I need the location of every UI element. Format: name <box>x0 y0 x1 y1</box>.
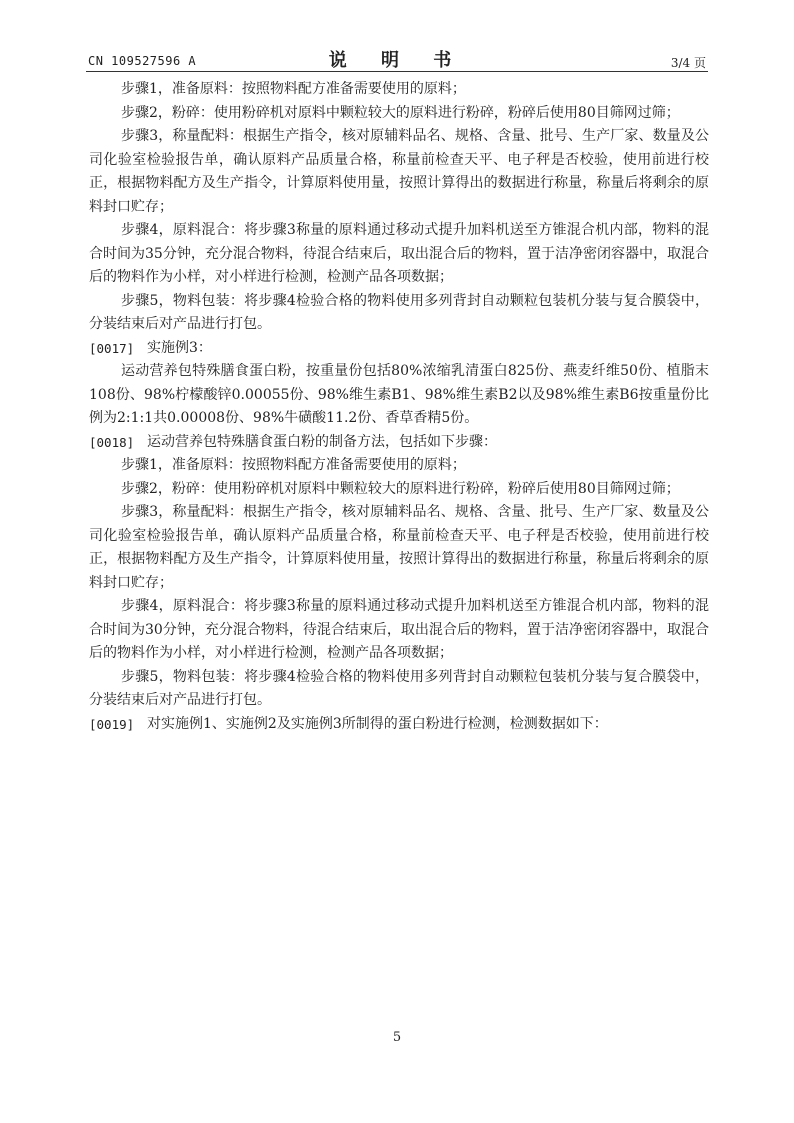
paragraph-number: [0017] <box>89 340 135 356</box>
example-heading: 实施例3： <box>147 339 212 356</box>
paragraph-0018-heading-row <box>89 431 709 455</box>
test-intro-text: 对实施例1、实施例2及实施例3所制得的蛋白粉进行检测，检测数据如下： <box>147 715 608 732</box>
paragraph-number: [0018] <box>89 434 135 450</box>
step-paragraph: 步骤5，物料包装：将步骤4检验合格的物料使用多列背封自动颗粒包装机分装与复合膜袋中，分装结束后对产品进行打包。 <box>89 292 709 332</box>
method-heading: 运动营养包特殊膳食蛋白粉的制备方法，包括如下步骤： <box>147 433 497 450</box>
patent-number: CN 109527596 A <box>88 54 197 68</box>
step-paragraph: 步骤3，称量配料：根据生产指令，核对原辅料品名、规格、含量、批号、生产厂家、数量及公司化验室检验报告单，确认原料产品质量合格，称量前检查天平、电子秤是否校验，使用前进行校正，根据物料配方及生产指令，计算原料使用量，按照计算得出的数据进行称量，称量后将剩余的原料封口贮存； <box>89 504 709 591</box>
page-number: 5 <box>392 1030 402 1045</box>
paragraph-0017-heading-row <box>89 337 709 361</box>
page-indicator: 3/4 页 <box>670 56 706 70</box>
step-paragraph: 步骤1，准备原料：按照物料配方准备需要使用的原料； <box>121 81 466 97</box>
step-paragraph: 步骤4，原料混合：将步骤3称量的原料通过移动式提升加料机送至方锥混合机内部，物料的混合时间为35分钟，充分混合物料，待混合结束后，取出混合后的物料，置于洁净密闭容器中，取混合后的物料作为小样，对小样进行检测，检测产品各项数据； <box>89 222 709 285</box>
paragraph-0019-row <box>89 713 709 737</box>
paragraph-number: [0019] <box>89 716 135 732</box>
step-paragraph: 步骤3，称量配料：根据生产指令，核对原辅料品名、规格、含量、批号、生产厂家、数量及公司化验室检验报告单，确认原料产品质量合格，称量前检查天平、电子秤是否校验，使用前进行校正，根据物料配方及生产指令，计算原料使用量，按照计算得出的数据进行称量，称量后将剩余的原料封口贮存； <box>89 128 709 215</box>
document-body <box>89 78 709 736</box>
step-paragraph: 步骤5，物料包装：将步骤4检验合格的物料使用多列背封自动颗粒包装机分装与复合膜袋中，分装结束后对产品进行打包。 <box>89 668 709 708</box>
step-paragraph: 步骤2，粉碎：使用粉碎机对原料中颗粒较大的原料进行粉碎，粉碎后使用80目筛网过筛； <box>121 104 680 121</box>
document-title: 说 明 书 <box>328 50 466 71</box>
step-paragraph: 步骤4，原料混合：将步骤3称量的原料通过移动式提升加料机送至方锥混合机内部，物料的混合时间为30分钟，充分混合物料，待混合结束后，取出混合后的物料，置于洁净密闭容器中，取混合后的物料作为小样，对小样进行检测，检测产品各项数据； <box>89 598 709 661</box>
step-paragraph: 步骤2，粉碎：使用粉碎机对原料中颗粒较大的原料进行粉碎，粉碎后使用80目筛网过筛； <box>121 480 680 497</box>
step-paragraph: 步骤1，准备原料：按照物料配方准备需要使用的原料； <box>121 457 466 473</box>
header-divider <box>86 71 708 72</box>
example-formula-paragraph: 运动营养包特殊膳食蛋白粉，按重量份包括80%浓缩乳清蛋白825份、燕麦纤维50份、植脂末108份、98%柠檬酸锌0.00055份、98%维生素B1、98%维生素B2以及98%维生素B6按重量份比例为2:1:1共0.00008份、98%牛磺酸11.2份、香草香精5份。 <box>89 363 709 426</box>
